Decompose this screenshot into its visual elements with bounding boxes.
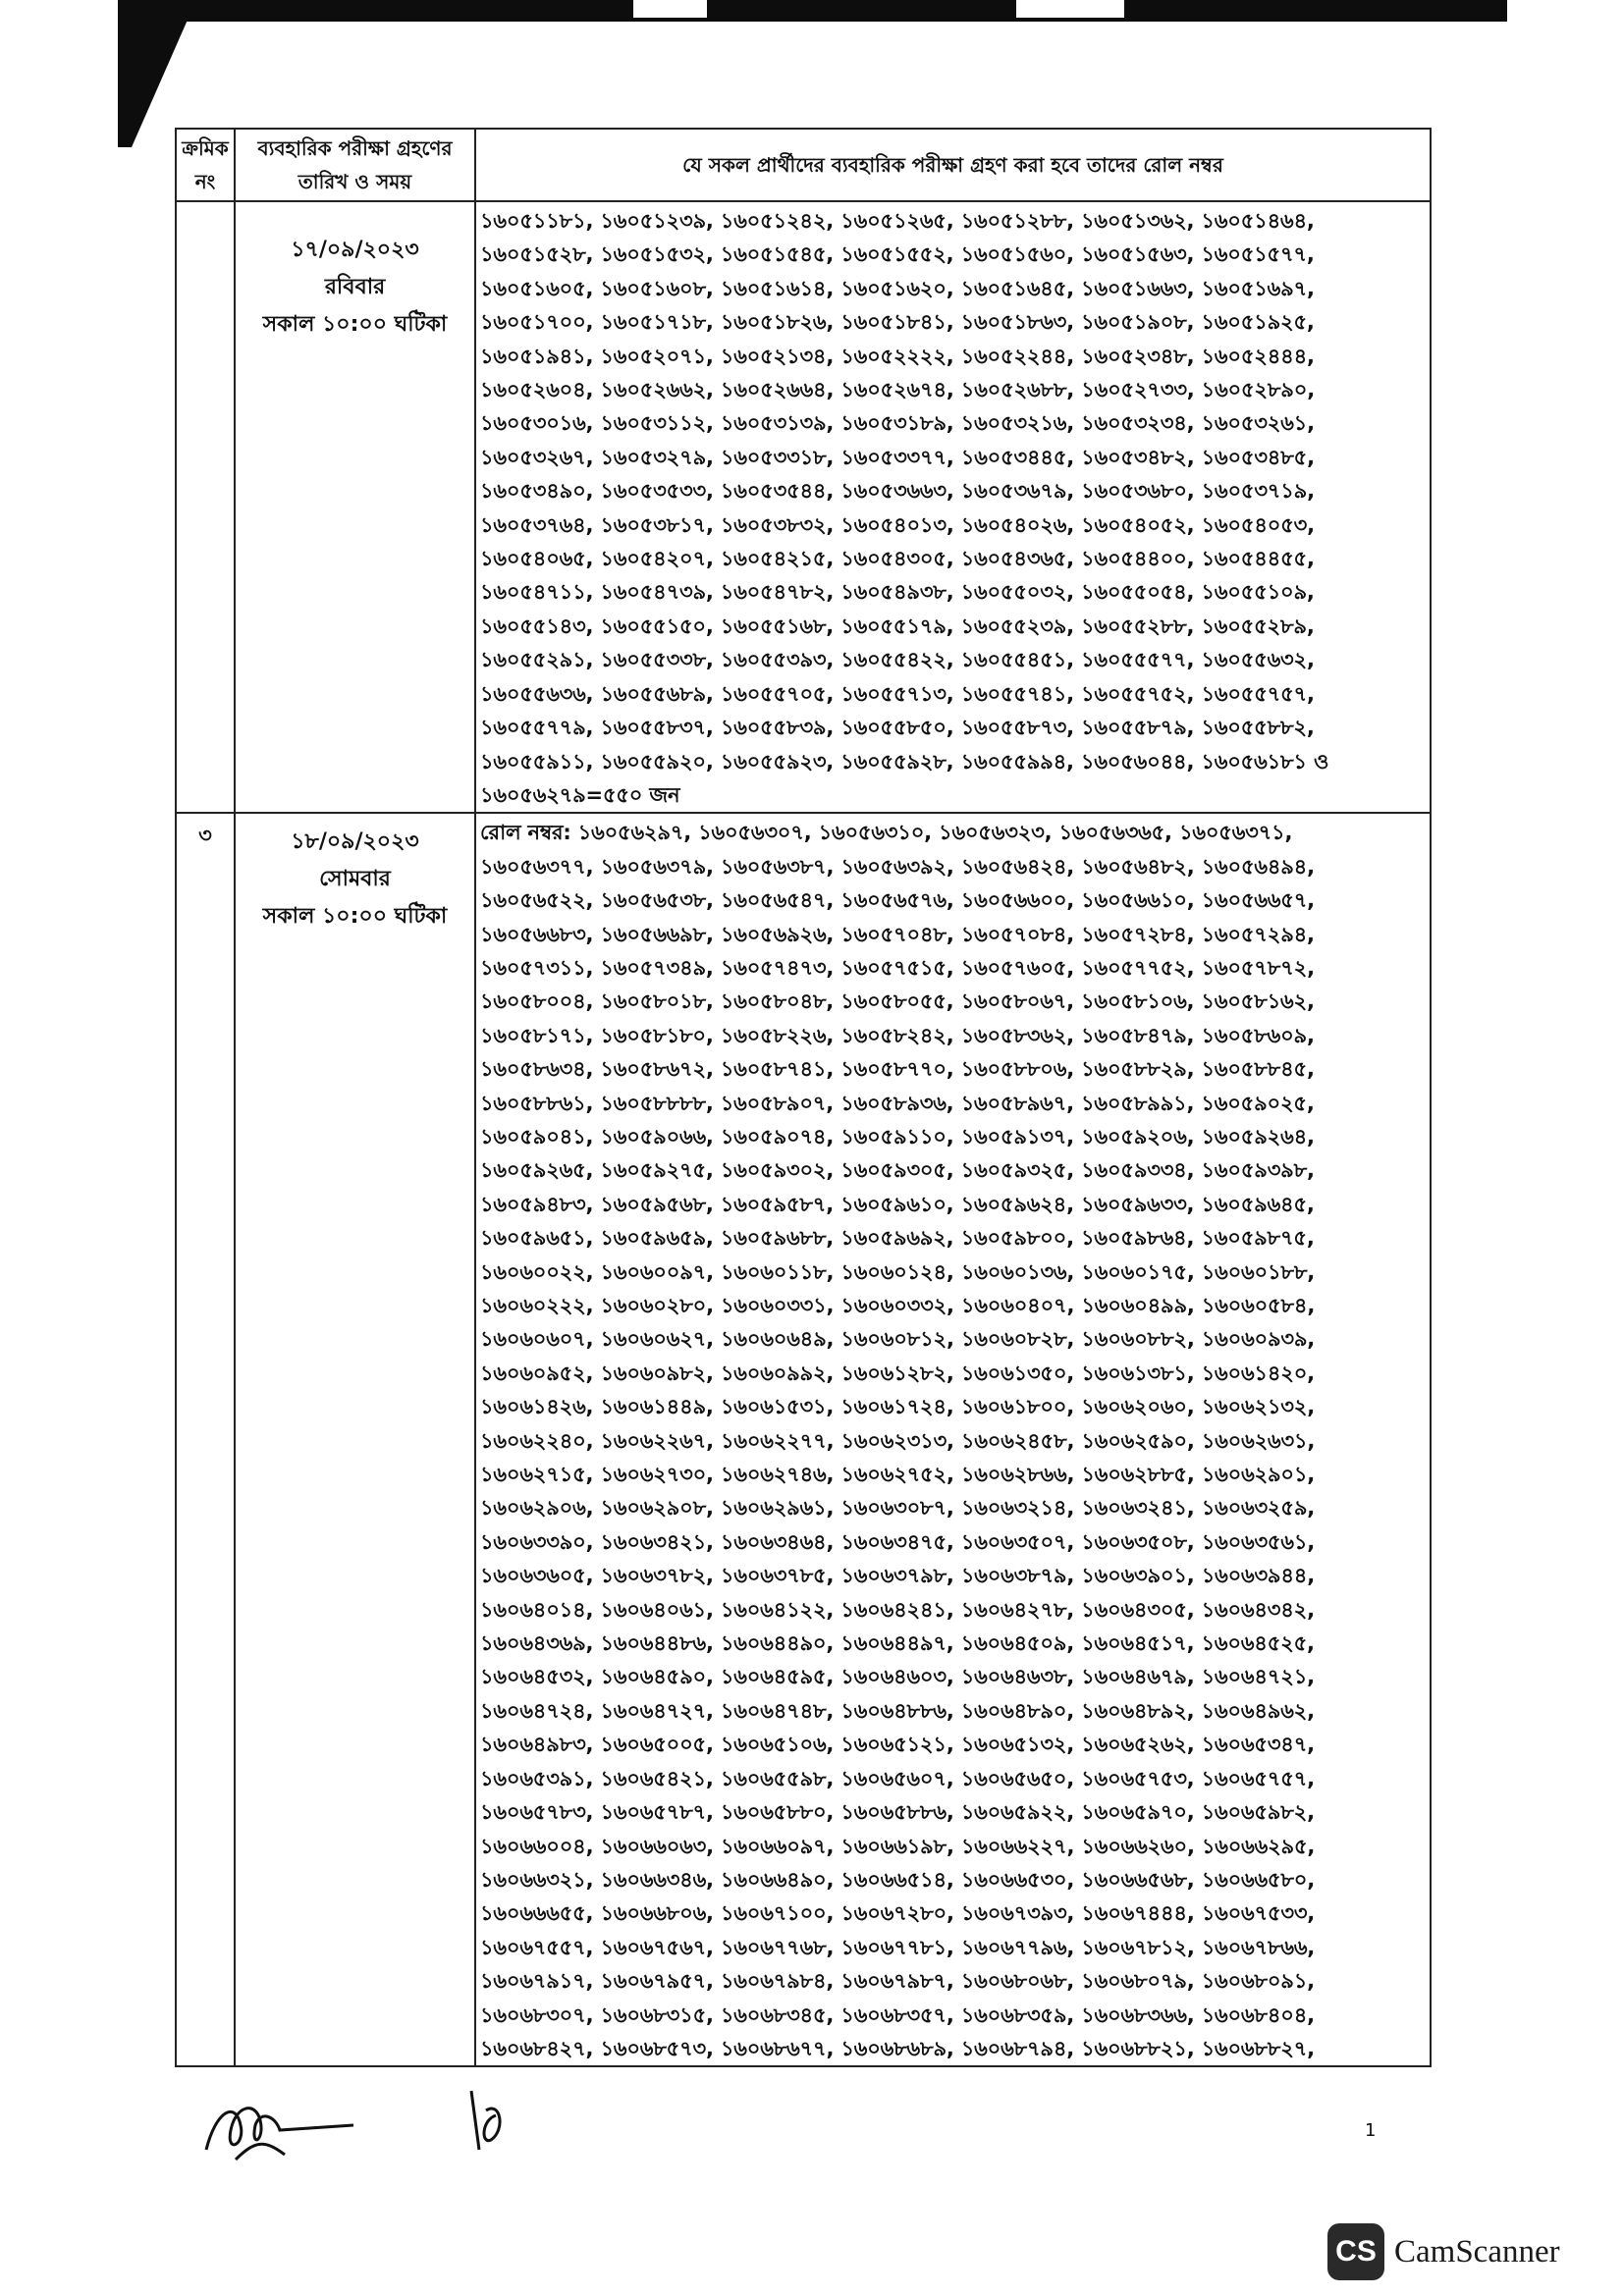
scan-shadow-left [118, 0, 187, 147]
header-date-time: ব্যবহারিক পরীক্ষা গ্রহণের তারিখ ও সময় [235, 129, 475, 201]
exam-date: ১৭/০৯/২০২৩ [291, 238, 419, 262]
date-cell [235, 813, 475, 2066]
header-roll-numbers: যে সকল প্রার্থীদের ব্যবহারিক পরীক্ষা গ্রহণ করা হবে তাদের রোল নম্বর [475, 129, 1431, 201]
signature-2 [461, 2071, 520, 2160]
date-cell [235, 201, 475, 813]
serial-cell [176, 201, 235, 813]
signature-1 [196, 2081, 373, 2169]
exam-day: সোমবার [319, 867, 391, 892]
exam-time: সকাল ১০:০০ ঘটিকা [262, 312, 448, 337]
scan-shadow-top [123, 0, 1507, 22]
serial-cell: ৩ [176, 813, 235, 2066]
exam-time: সকাল ১০:০০ ঘটিকা [262, 904, 448, 930]
camscanner-logo: CS [1327, 2223, 1384, 2280]
camscanner-watermark [1327, 2223, 1560, 2280]
camscanner-text: CamScanner [1394, 2233, 1560, 2269]
exam-date: ১৮/০৯/২০২৩ [291, 829, 419, 855]
table-row [176, 813, 1431, 2066]
exam-day: রবিবার [324, 275, 386, 299]
header-serial: ক্রমিক নং [176, 129, 235, 201]
practical-exam-schedule-table [175, 128, 1432, 2067]
roll-numbers-cell: ১৬০৫১১৮১, ১৬০৫১২৩৯, ১৬০৫১২৪২, ১৬০৫১২৬৫, ১৬০৫১২৮৮, ১৬০৫১৩৬২, ১৬০৫১৪৬৪, ১৬০৫১৫২৮, ১৬০৫১৫৩২, ১৬০৫১৫৪৫, ১৬০৫১৫৫২, ১৬০৫১৫৬০, ১৬০৫১৫৬৩, ১৬০৫১৫৭৭, ১৬০৫১৬০৫, ১৬০৫১৬০৮, ১৬০৫১৬১৪, ১৬০৫১৬২০, ১৬০৫১৬৪৫, ১৬০৫১৬৬৩, ১৬০৫১৬৯৭, ১৬০৫১৭০০, ১৬০৫১৭১৮, ১৬০৫১৮২৬, ১৬০৫১৮৪১, ১৬০৫১৮৬৩, ১৬০৫১৯০৮, ১৬০৫১৯২৫, ১৬০৫১৯৪১, ১৬০৫২০৭১, ১৬০৫২১৩৪, ১৬০৫২২২২, ১৬০৫২২৪৪, ১৬০৫২৩৪৮, ১৬০৫২৪৪৪, ১৬০৫২৬০৪, ১৬০৫২৬৬২, ১৬০৫২৬৬৪, ১৬০৫২৬৭৪, ১৬০৫২৬৮৮, ১৬০৫২৭৩৩, ১৬০৫২৮৯০, ১৬০৫৩০১৬, ১৬০৫৩১১২, ১৬০৫৩১৩৯, ১৬০৫৩১৮৯, ১৬০৫৩২১৬, ১৬০৫৩২৩৪, ১৬০৫৩২৬১, ১৬০৫৩২৬৭, ১৬০৫৩২৭৯, ১৬০৫৩৩১৮, ১৬০৫৩৩৭৭, ১৬০৫৩৪৪৫, ১৬০৫৩৪৮২, ১৬০৫৩৪৮৫, ১৬০৫৩৪৯০, ১৬০৫৩৫৩৩, ১৬০৫৩৫৪৪, ১৬০৫৩৬৬৩, ১৬০৫৩৬৭৯, ১৬০৫৩৬৮০, ১৬০৫৩৭১৯, ১৬০৫৩৭৬৪, ১৬০৫৩৮১৭, ১৬০৫৩৮৩২, ১৬০৫৪০১৩, ১৬০৫৪০২৬, ১৬০৫৪০৫২, ১৬০৫৪০৫৩, ১৬০৫৪০৬৫, ১৬০৫৪২০৭, ১৬০৫৪২১৫, ১৬০৫৪৩০৫, ১৬০৫৪৩৬৫, ১৬০৫৪৪০০, ১৬০৫৪৪৫৫, ১৬০৫৪৭১১, ১৬০৫৪৭৩৯, ১৬০৫৪৭৮২, ১৬০৫৪৯৩৮, ১৬০৫৫০৩২, ১৬০৫৫০৫৪, ১৬০৫৫১০৯, ১৬০৫৫১৪৩, ১৬০৫৫১৫০, ১৬০৫৫১৬৮, ১৬০৫৫১৭৯, ১৬০৫৫২৩৯, ১৬০৫৫২৮৮, ১৬০৫৫২৮৯, ১৬০৫৫২৯১, ১৬০৫৫৩৩৮, ১৬০৫৫৩৯৩, ১৬০৫৫৪২২, ১৬০৫৫৪৫১, ১৬০৫৫৫৭৭, ১৬০৫৫৬৩২, ১৬০৫৫৬৩৬, ১৬০৫৫৬৮৯, ১৬০৫৫৭০৫, ১৬০৫৫৭১৩, ১৬০৫৫৭৪১, ১৬০৫৫৭৫২, ১৬০৫৫৭৫৭, ১৬০৫৫৭৭৯, ১৬০৫৫৮৩৭, ১৬০৫৫৮৩৯, ১৬০৫৫৮৫০, ১৬০৫৫৮৭৩, ১৬০৫৫৮৭৯, ১৬০৫৫৮৮২, ১৬০৫৫৯১১, ১৬০৫৫৯২০, ১৬০৫৫৯২৩, ১৬০৫৫৯২৮, ১৬০৫৫৯৯৪, ১৬০৫৬০৪৪, ১৬০৫৬১৮১ ও ১৬০৫৬২৭৯=৫৫০ জন [475, 201, 1431, 813]
roll-numbers-cell: রোল নম্বর: ১৬০৫৬২৯৭, ১৬০৫৬৩০৭, ১৬০৫৬৩১০, ১৬০৫৬৩২৩, ১৬০৫৬৩৬৫, ১৬০৫৬৩৭১, ১৬০৫৬৩৭৭, ১৬০৫৬৩৭৯, ১৬০৫৬৩৮৭, ১৬০৫৬৩৯২, ১৬০৫৬৪২৪, ১৬০৫৬৪৮২, ১৬০৫৬৪৯৪, ১৬০৫৬৫২২, ১৬০৫৬৫৩৮, ১৬০৫৬৫৪৭, ১৬০৫৬৫৭৬, ১৬০৫৬৬০০, ১৬০৫৬৬১০, ১৬০৫৬৬৫৭, ১৬০৫৬৬৮৩, ১৬০৫৬৬৯৮, ১৬০৫৬৯২৬, ১৬০৫৭০৪৮, ১৬০৫৭০৮৪, ১৬০৫৭২৮৪, ১৬০৫৭২৯৪, ১৬০৫৭৩১১, ১৬০৫৭৩৪৯, ১৬০৫৭৪৭৩, ১৬০৫৭৫১৫, ১৬০৫৭৬০৫, ১৬০৫৭৭৫২, ১৬০৫৭৮৭২, ১৬০৫৮০০৪, ১৬০৫৮০১৮, ১৬০৫৮০৪৮, ১৬০৫৮০৫৫, ১৬০৫৮০৬৭, ১৬০৫৮১০৬, ১৬০৫৮১৬২, ১৬০৫৮১৭১, ১৬০৫৮১৮০, ১৬০৫৮২২৬, ১৬০৫৮২৪২, ১৬০৫৮৩৬২, ১৬০৫৮৪৭৯, ১৬০৫৮৬০৯, ১৬০৫৮৬৩৪, ১৬০৫৮৬৭২, ১৬০৫৮৭৪১, ১৬০৫৮৭৭০, ১৬০৫৮৮০৬, ১৬০৫৮৮২৯, ১৬০৫৮৮৪৫, ১৬০৫৮৮৬১, ১৬০৫৮৮৮৮, ১৬০৫৮৯০৭, ১৬০৫৮৯৩৬, ১৬০৫৮৯৬৭, ১৬০৫৮৯৯১, ১৬০৫৯০২৫, ১৬০৫৯০৪১, ১৬০৫৯০৬৬, ১৬০৫৯০৭৪, ১৬০৫৯১১০, ১৬০৫৯১৩৭, ১৬০৫৯২০৬, ১৬০৫৯২৬৪, ১৬০৫৯২৬৫, ১৬০৫৯২৭৫, ১৬০৫৯৩০২, ১৬০৫৯৩০৫, ১৬০৫৯৩২৫, ১৬০৫৯৩৩৪, ১৬০৫৯৩৯৮, ১৬০৫৯৪৮৩, ১৬০৫৯৫৬৮, ১৬০৫৯৫৮৭, ১৬০৫৯৬১০, ১৬০৫৯৬২৪, ১৬০৫৯৬৩৩, ১৬০৫৯৬৪৫, ১৬০৫৯৬৫১, ১৬০৫৯৬৫৯, ১৬০৫৯৬৮৮, ১৬০৫৯৬৯২, ১৬০৫৯৮০০, ১৬০৫৯৮৬৪, ১৬০৫৯৮৭৫, ১৬০৬০০২২, ১৬০৬০০৯৭, ১৬০৬০১১৮, ১৬০৬০১২৪, ১৬০৬০১৩৬, ১৬০৬০১৭৫, ১৬০৬০১৮৮, ১৬০৬০২২২, ১৬০৬০২৮০, ১৬০৬০৩৩১, ১৬০৬০৩৩২, ১৬০৬০৪০৭, ১৬০৬০৪৯৯, ১৬০৬০৫৮৪, ১৬০৬০৬০৭, ১৬০৬০৬২৭, ১৬০৬০৬৪৯, ১৬০৬০৮১২, ১৬০৬০৮২৮, ১৬০৬০৮৮২, ১৬০৬০৯৩৯, ১৬০৬০৯৫২, ১৬০৬০৯৮২, ১৬০৬০৯৯২, ১৬০৬১২৮২, ১৬০৬১৩৫০, ১৬০৬১৩৮১, ১৬০৬১৪২০, ১৬০৬১৪২৬, ১৬০৬১৪৪৯, ১৬০৬১৫৩১, ১৬০৬১৭২৪, ১৬০৬১৮০০, ১৬০৬২০৬০, ১৬০৬২১৩২, ১৬০৬২২৪০, ১৬০৬২২৬৭, ১৬০৬২২৭৭, ১৬০৬২৩১৩, ১৬০৬২৪৫৮, ১৬০৬২৫৯০, ১৬০৬২৬৩১, ১৬০৬২৭১৫, ১৬০৬২৭৩০, ১৬০৬২৭৪৬, ১৬০৬২৭৫২, ১৬০৬২৮৬৬, ১৬০৬২৮৮৫, ১৬০৬২৯০১, ১৬০৬২৯০৬, ১৬০৬২৯০৮, ১৬০৬২৯৬১, ১৬০৬৩০৮৭, ১৬০৬৩২১৪, ১৬০৬৩২৪১, ১৬০৬৩২৫৯, ১৬০৬৩৩৯০, ১৬০৬৩৪২১, ১৬০৬৩৪৬৪, ১৬০৬৩৪৭৫, ১৬০৬৩৫০৭, ১৬০৬৩৫০৮, ১৬০৬৩৫৬১, ১৬০৬৩৬০৫, ১৬০৬৩৭৮২, ১৬০৬৩৭৮৫, ১৬০৬৩৭৯৮, ১৬০৬৩৮৭৯, ১৬০৬৩৯০১, ১৬০৬৩৯৪৪, ১৬০৬৪০১৪, ১৬০৬৪০৬১, ১৬০৬৪১২২, ১৬০৬৪২৪১, ১৬০৬৪২৭৮, ১৬০৬৪৩০৫, ১৬০৬৪৩৪২, ১৬০৬৪৩৬৯, ১৬০৬৪৪৮৬, ১৬০৬৪৪৯০, ১৬০৬৪৪৯৭, ১৬০৬৪৫০৯, ১৬০৬৪৫১৭, ১৬০৬৪৫২৫, ১৬০৬৪৫৩২, ১৬০৬৪৫৯০, ১৬০৬৪৫৯৫, ১৬০৬৪৬০৩, ১৬০৬৪৬৩৮, ১৬০৬৪৬৭৯, ১৬০৬৪৭২১, ১৬০৬৪৭২৪, ১৬০৬৪৭২৭, ১৬০৬৪৭৪৮, ১৬০৬৪৮৮৬, ১৬০৬৪৮৯০, ১৬০৬৪৮৯২, ১৬০৬৪৯৬২, ১৬০৬৪৯৮৩, ১৬০৬৫০০৫, ১৬০৬৫১০৬, ১৬০৬৫১২১, ১৬০৬৫১৩২, ১৬০৬৫২৬২, ১৬০৬৫৩৪৭, ১৬০৬৫৩৯১, ১৬০৬৫৪২১, ১৬০৬৫৫৯৮, ১৬০৬৫৬০৭, ১৬০৬৫৬৫০, ১৬০৬৫৭৫৩, ১৬০৬৫৭৫৭, ১৬০৬৫৭৮৩, ১৬০৬৫৭৮৭, ১৬০৬৫৮৮০, ১৬০৬৫৮৮৬, ১৬০৬৫৯২২, ১৬০৬৫৯৭০, ১৬০৬৫৯৮২, ১৬০৬৬০০৪, ১৬০৬৬০৬৩, ১৬০৬৬০৯৭, ১৬০৬৬১৯৮, ১৬০৬৬২২৭, ১৬০৬৬২৬০, ১৬০৬৬২৯৫, ১৬০৬৬৩২১, ১৬০৬৬৩৪৬, ১৬০৬৬৪৯০, ১৬০৬৬৫১৪, ১৬০৬৬৫৩০, ১৬০৬৬৫৬৮, ১৬০৬৬৫৮০, ১৬০৬৬৬৫৫, ১৬০৬৬৮০৬, ১৬০৬৭১০০, ১৬০৬৭২৮০, ১৬০৬৭৩৯৩, ১৬০৬৭৪৪৪, ১৬০৬৭৫৩৩, ১৬০৬৭৫৫৭, ১৬০৬৭৫৬৭, ১৬০৬৭৭৬৮, ১৬০৬৭৭৮১, ১৬০৬৭৭৯৬, ১৬০৬৭৮১২, ১৬০৬৭৮৬৬, ১৬০৬৭৯১৭, ১৬০৬৭৯৫৭, ১৬০৬৭৯৮৪, ১৬০৬৭৯৮৭, ১৬০৬৮০৬৮, ১৬০৬৮০৭৯, ১৬০৬৮০৯১, ১৬০৬৮৩০৭, ১৬০৬৮৩১৫, ১৬০৬৮৩৪৫, ১৬০৬৮৩৫৭, ১৬০৬৮৩৫৯, ১৬০৬৮৩৬৬, ১৬০৬৮৪০৪, ১৬০৬৮৪২৭, ১৬০৬৮৫৭৩, ১৬০৬৮৬৭৭, ১৬০৬৮৬৮৯, ১৬০৬৮৭৯৪, ১৬০৬৮৮২১, ১৬০৬৮৮২৭, [475, 813, 1431, 2066]
table-row [176, 201, 1431, 813]
page-number: 1 [1365, 2120, 1377, 2141]
table-header-row [176, 129, 1431, 201]
